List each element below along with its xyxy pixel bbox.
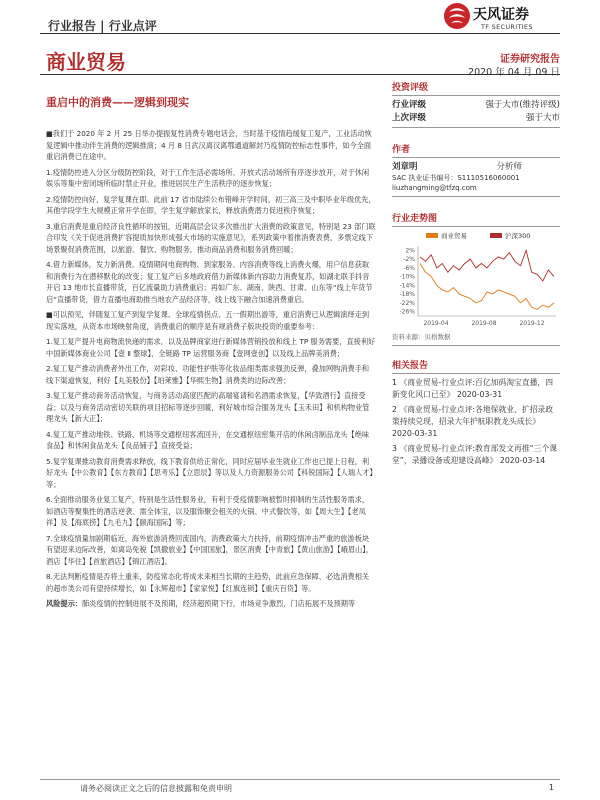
body-paragraph: 4.借力新媒体，发力新消费。疫情期间电商购物、到家服务、内容消费等线上消费火爆，用户信息获取和消费行为在潜移默化的改变；复工复产后多地政府借力新媒体新内容助力消费复苏，如湖北联手抖音开启 13 地市长直播带货，百亿流量助力消费重启；再如广东、湖南、陕西、甘肃、山东等“线上年货节启”直播带货，借力直播电商助推当地农产品经济等，线上线下融合加速消费重启。 [46, 260, 373, 304]
body-paragraph: 6.全面推动服务业复工复产，特别是生活性服务业，有利于受疫情影响被暂时抑制的生活性服务需求，如酒店等聚集性的酒店逆袭、需全体宝，以及服饰聚会租关的火锅、中式餐饮等，如【周大生】【老凤祥】及【海底捞】【九毛九】【颐海国际】等； [46, 495, 370, 527]
x-tick-label: 2019-08 [471, 320, 497, 327]
y-tick-label: -6% [403, 264, 415, 272]
y-tick-label: -22% [399, 299, 415, 307]
author-name-row [392, 161, 522, 173]
report-category: 行业报告 | 行业点评 [48, 19, 157, 33]
related-report-item[interactable]: 1 《商业贸易-行业点评:百亿加码淘宝直播，四新变化风口已至》 2020-03-31 [392, 378, 554, 399]
body-column [46, 128, 376, 614]
related-heading: 相关报告 [392, 354, 560, 374]
legend-label: 商业贸易 [441, 232, 467, 240]
company-logo [443, 2, 563, 36]
logo-text-cn: 天风证券 [473, 7, 529, 23]
report-date: 2020 年 04 月 09 日 [468, 67, 560, 78]
risk-warning [46, 598, 376, 610]
legend-swatch [426, 233, 438, 238]
report-type: 证券研究报告 [500, 54, 560, 65]
rating-value: 强于大市 [525, 113, 560, 123]
chart-source: 资料来源：贝格数据 [392, 332, 560, 346]
legend-label: 沪深300 [505, 232, 531, 240]
body-paragraph: 4.复工复产推动地铁、铁路、机场等交通枢纽客流回升，在交通枢纽密集开店的休闲卤制品龙头【绝味食品】和休闲食品龙头【良品铺子】直接受益； [46, 429, 370, 450]
trend-chart-svg [392, 230, 560, 330]
rating-heading: 投资评级 [392, 76, 560, 96]
y-tick-label: -10% [399, 273, 415, 281]
body-paragraph: 2.疫情防控向好，复学复课在即。此前 17 省市陆续公布错峰开学时间，初三高三及中职毕业年级优先，其他学段学生大规模正常开学在即，学生复学解放家长，释放消费潜力促进秩序恢复； [46, 194, 376, 215]
y-tick-label: -2% [403, 256, 415, 264]
page-number: 1 [548, 783, 554, 792]
body-paragraph: ■可以预见，伴随复工复产到复学复课、全球疫情拐点、五一假期出游等，重启消费已从逻辑演绎走到现实落地，从资本市场映射角度，消费重启的顺序是有规消费子版块投资的重要参考： [46, 310, 370, 331]
author-email[interactable]: liuzhangming@tfzq.com [392, 183, 560, 197]
footer-disclaimer: 请务必阅读正文之后的信息披露和免责申明 [80, 784, 232, 793]
related-report-item[interactable]: 3 《商业贸易-行业点评:教育部发文再推“三个课堂”，录播设备或迎建设高峰》 2020-03-14 [392, 444, 558, 465]
logo-mark-icon [443, 2, 471, 30]
author-cert: SAC 执业证书编号：S1110516060001 [392, 174, 520, 182]
series-line [420, 250, 554, 281]
rating-value: 强于大市(维持评级) [485, 100, 560, 110]
body-paragraph: 1.疫情防控进入分区分级防控阶段，对于工作生活必需场所、开放式活动场所有序逐步放开，对于休闲娱乐等集中密闭场所临时禁止开业，推进居民生产生活秩序的逐步恢复； [46, 167, 370, 188]
footer-divider [40, 779, 560, 780]
y-tick-label: 2% [405, 247, 415, 255]
related-report-item[interactable]: 2 《商业贸易-行业点评:各地保就业、扩招录政策持续兑现，招录大年护航职教龙头成长》 2020-03-31 [392, 405, 554, 438]
x-tick-label: 2019-12 [519, 320, 545, 327]
rating-label: 行业评级 [392, 100, 427, 110]
body-paragraph: 7.全球疫情量加剧期临近，海外旅游消费回流国内，消费政策大力扶持，前期疫情冲击严重的旅游板块有望迎来边际改善，如离岛免税【凯撒旅业】【中国国旅】，景区消费【中青旅】【黄山旅游】【峨眉山】，酒店【华住】【首旅酒店】【锦江酒店】。 [46, 533, 374, 566]
body-paragraph: ■我们于 2020 年 2 月 25 日举办提振复性消费专题电话会，当时基于疫情趋缓复工复产，工业活动恢复逻辑中推动伴生消费的逻辑推演；4 月 8 日武汉离汉离鄂通道解封乃疫情防控标志性事件，如今全面重启消费已在途中。 [46, 129, 372, 161]
sidebar [392, 76, 560, 467]
title-divider [40, 74, 560, 75]
risk-label: 风险提示： [46, 599, 82, 608]
body-paragraph: 2.复工复产推动消费者外出工作，对彩妆、功能性护肤等化妆品细类需求强劲反弹，叠加网购消费手和线下渠道恢复，利好【丸美股份】【珀莱雅】【华熙生物】消费类的边际改善； [46, 364, 370, 385]
legend-swatch [490, 233, 502, 238]
risk-text: 肺炎疫情的控制进展不及预期，经济超预期下行，市场竞争激烈，门店拓展不及预期等 [81, 599, 356, 608]
body-paragraph: 8.无法判断疫情是否将土重来，防疫常态化将成未来相当长期的主趋势，此前应急保障、必选消费相关的超市类公司有望持续增长，如【永辉超市】【家家悦】【红旗连锁】【重庆百货】等。 [46, 572, 370, 593]
industry-trend-chart [392, 230, 560, 330]
report-title: 商业贸易 [46, 50, 126, 74]
y-tick-label: -26% [399, 308, 415, 316]
y-tick-label: -14% [399, 282, 415, 290]
author-heading: 作者 [392, 138, 560, 158]
chart-heading: 行业走势图 [392, 207, 560, 227]
y-tick-label: -18% [399, 291, 415, 299]
series-line [420, 264, 554, 310]
logo-text-en: TF SECURITIES [481, 23, 533, 31]
rating-row [392, 99, 560, 112]
body-paragraph: 1.复工复产提升电商物流快递的需求，以及品牌商家进行新媒体营销投放和线上 TP 服务需要，直接利好中国新媒体商业公司【壹 Ⅱ 整球】，全链路 TP 运营服务商【壹网壹创】以及线上品牌美消费； [46, 337, 376, 358]
body-paragraph: 3.重启消费是重启经济良性循环的按钮，近期高层会议多次推出扩大消费的政策意见，特别是 23 部门联合印发《关于促进消费扩容提质加快形成强大市场的实施意见》，系列政策中着推消费表费，多票定线下场景聚促消费范围，以旅游、餐饮、购物服务，推动商品消费和服务消费回暖； [46, 221, 376, 254]
author-role: 分析师 [496, 162, 522, 172]
rating-row [392, 112, 560, 128]
body-paragraph: 5.复学复课推动教育消费需求释放，线下教育供给正常化，同时应届毕业生就业工作也已提上日程，利好龙头【中公教育】【东方教育】【思考乐】【立思辰】等以及人力资源服务公司【科锐国际】【人瑞人才】等； [46, 456, 374, 489]
rating-label: 上次评级 [392, 113, 427, 123]
x-tick-label: 2019-04 [423, 320, 449, 327]
author-name: 刘章明 [392, 162, 418, 172]
body-paragraph: 3.复工复产推动商务活动恢复，与商务活动高度匹配的高端宴请和名酒需求恢复，【华致酒行】直接受益；以及与商务活动密切关联的项目招标等逐步回暖，利好城市综合服务龙头【玉禾田】和机构物业管理龙头【新大正】； [46, 391, 370, 423]
report-subtitle: 重启中的消费——逻辑到现实 [46, 96, 189, 109]
